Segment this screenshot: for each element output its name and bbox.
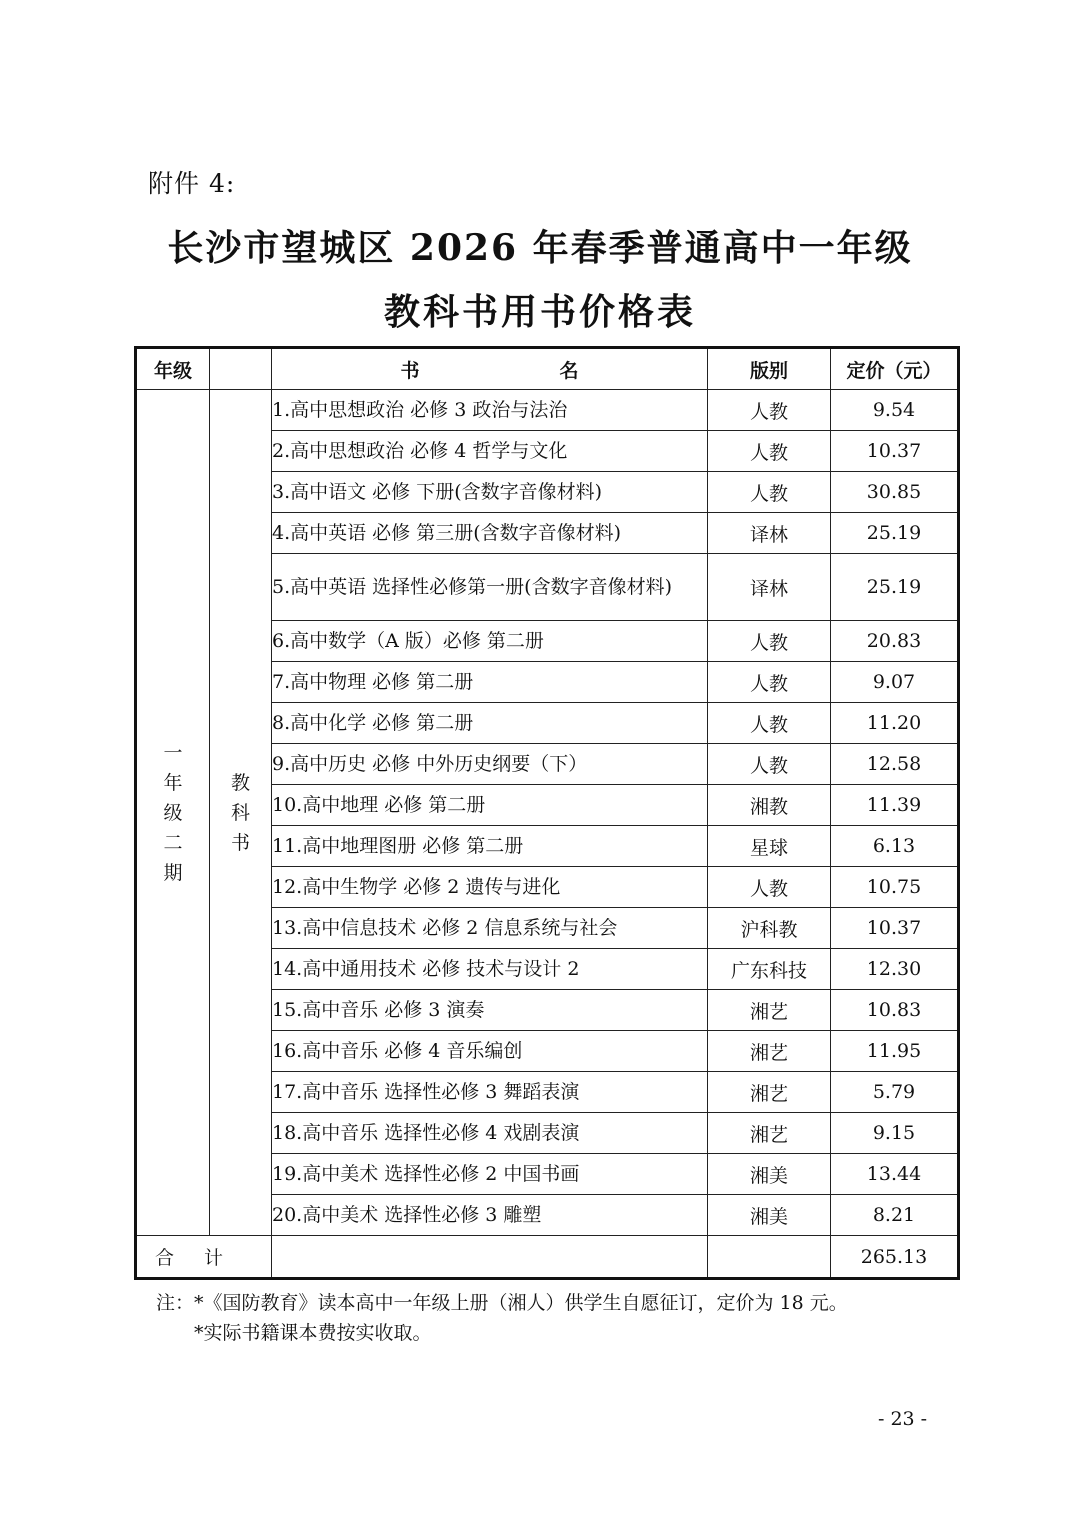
price-cell: 25.19 — [831, 554, 959, 621]
category-cell — [210, 390, 272, 1236]
price-cell: 6.13 — [831, 826, 959, 867]
publisher-cell: 湘美 — [708, 1195, 831, 1236]
table-header-row — [136, 348, 959, 390]
publisher-cell: 译林 — [708, 554, 831, 621]
book-name-cell: 20.高中美术 选择性必修 3 雕塑 — [272, 1195, 708, 1236]
book-name-cell: 16.高中音乐 必修 4 音乐编创 — [272, 1031, 708, 1072]
price-cell: 10.75 — [831, 867, 959, 908]
header-book-name-char1: 书 — [400, 359, 420, 382]
header-book-name — [272, 348, 708, 390]
book-name-cell: 8.高中化学 必修 第二册 — [272, 703, 708, 744]
publisher-cell: 湘艺 — [708, 1113, 831, 1154]
publisher-cell: 湘美 — [708, 1154, 831, 1195]
category-char: 教 — [230, 771, 250, 794]
header-category — [210, 348, 272, 390]
page-number: - 23 - — [878, 1408, 928, 1430]
category-char: 科 — [230, 801, 250, 824]
publisher-cell: 广东科技 — [708, 949, 831, 990]
header-price: 定价（元） — [831, 348, 959, 390]
price-table — [134, 346, 960, 1280]
attachment-label: 附件 4: — [148, 169, 236, 198]
price-cell: 13.44 — [831, 1154, 959, 1195]
price-cell: 10.37 — [831, 431, 959, 472]
price-cell: 9.54 — [831, 390, 959, 431]
price-cell: 12.58 — [831, 744, 959, 785]
price-cell: 20.83 — [831, 621, 959, 662]
book-name-cell: 6.高中数学（A 版）必修 第二册 — [272, 621, 708, 662]
publisher-cell: 星球 — [708, 826, 831, 867]
grade-cell — [136, 390, 210, 1236]
book-name-cell: 9.高中历史 必修 中外历史纲要（下） — [272, 744, 708, 785]
publisher-cell: 人教 — [708, 662, 831, 703]
table-row — [136, 390, 959, 431]
publisher-cell: 人教 — [708, 621, 831, 662]
total-row — [136, 1236, 959, 1279]
publisher-cell: 湘艺 — [708, 990, 831, 1031]
note-line-2: *实际书籍课本费按实收取。 — [194, 1322, 432, 1344]
publisher-cell: 湘教 — [708, 785, 831, 826]
grade-char: 一 — [163, 741, 183, 764]
price-cell: 10.83 — [831, 990, 959, 1031]
page-title-line2: 教科书用书价格表 — [383, 291, 696, 333]
header-publisher: 版别 — [708, 348, 831, 390]
category-char: 书 — [230, 831, 250, 854]
price-cell: 5.79 — [831, 1072, 959, 1113]
price-cell: 30.85 — [831, 472, 959, 513]
publisher-cell: 湘艺 — [708, 1072, 831, 1113]
book-name-cell: 7.高中物理 必修 第二册 — [272, 662, 708, 703]
total-label-text: 合计 — [154, 1247, 253, 1269]
grade-char: 二 — [163, 831, 183, 854]
publisher-cell: 人教 — [708, 390, 831, 431]
publisher-cell: 沪科教 — [708, 908, 831, 949]
header-grade: 年级 — [136, 348, 210, 390]
publisher-cell: 人教 — [708, 431, 831, 472]
price-cell: 12.30 — [831, 949, 959, 990]
price-cell: 8.21 — [831, 1195, 959, 1236]
publisher-cell: 人教 — [708, 472, 831, 513]
book-name-cell: 15.高中音乐 必修 3 演奏 — [272, 990, 708, 1031]
price-cell: 9.15 — [831, 1113, 959, 1154]
book-name-cell: 10.高中地理 必修 第二册 — [272, 785, 708, 826]
book-name-cell: 18.高中音乐 选择性必修 4 戏剧表演 — [272, 1113, 708, 1154]
price-cell: 10.37 — [831, 908, 959, 949]
price-cell: 11.20 — [831, 703, 959, 744]
grade-char: 期 — [163, 861, 183, 884]
book-name-cell: 2.高中思想政治 必修 4 哲学与文化 — [272, 431, 708, 472]
book-name-cell: 17.高中音乐 选择性必修 3 舞蹈表演 — [272, 1072, 708, 1113]
book-name-cell: 12.高中生物学 必修 2 遗传与进化 — [272, 867, 708, 908]
publisher-cell: 湘艺 — [708, 1031, 831, 1072]
total-value: 265.13 — [831, 1236, 959, 1279]
price-cell: 11.95 — [831, 1031, 959, 1072]
publisher-cell: 人教 — [708, 867, 831, 908]
grade-char: 级 — [163, 801, 183, 824]
book-name-cell: 14.高中通用技术 必修 技术与设计 2 — [272, 949, 708, 990]
book-name-cell: 1.高中思想政治 必修 3 政治与法治 — [272, 390, 708, 431]
total-empty-cell — [272, 1236, 708, 1279]
price-cell: 11.39 — [831, 785, 959, 826]
publisher-cell: 译林 — [708, 513, 831, 554]
book-name-cell: 19.高中美术 选择性必修 2 中国书画 — [272, 1154, 708, 1195]
notes — [156, 1288, 848, 1348]
book-name-cell: 3.高中语文 必修 下册(含数字音像材料) — [272, 472, 708, 513]
price-cell: 25.19 — [831, 513, 959, 554]
total-empty-cell — [708, 1236, 831, 1279]
publisher-cell: 人教 — [708, 703, 831, 744]
grade-char: 年 — [163, 771, 183, 794]
header-book-name-char2: 名 — [559, 359, 579, 382]
page-title-line1: 长沙市望城区 2026 年春季普通高中一年级 — [167, 227, 913, 269]
book-name-cell: 4.高中英语 必修 第三册(含数字音像材料) — [272, 513, 708, 554]
price-cell: 9.07 — [831, 662, 959, 703]
book-name-cell: 13.高中信息技术 必修 2 信息系统与社会 — [272, 908, 708, 949]
book-name-cell: 11.高中地理图册 必修 第二册 — [272, 826, 708, 867]
note-line-1: 注：*《国防教育》读本高中一年级上册（湘人）供学生自愿征订，定价为 18 元。 — [156, 1292, 848, 1314]
book-name-cell: 5.高中英语 选择性必修第一册(含数字音像材料) — [272, 554, 708, 621]
publisher-cell: 人教 — [708, 744, 831, 785]
total-label — [136, 1236, 272, 1279]
